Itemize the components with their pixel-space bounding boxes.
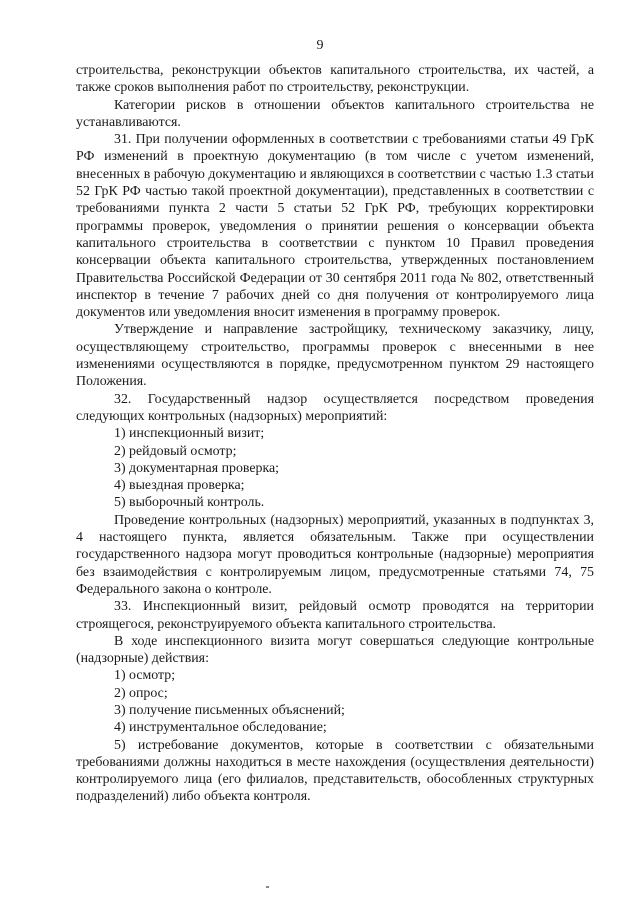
list-item: 1) инспекционный визит; [114,426,265,442]
list-item: 4) выездная проверка; [114,478,245,494]
list-item: 5) выборочный контроль. [114,495,265,511]
list-item: 2) опрос; [114,685,168,701]
paragraph-approval: Утверждение и направление застройщику, техническому заказчику, лицу, осуществляющему строительство, программы проверок с внесенными в нее изменениями осуществляются в порядке, предусмотренном пунктом 29 настоящего Положения. [76,322,594,390]
list-item: 5) истребование документов, которые в соответствии с обязательными требованиями должны находиться в месте нахождения (осуществления деятельности) контролируемого лица (его филиалов, представительств, обособленных структурных подразделений) либо объекта контроля. [76,737,594,805]
paragraph-continuation: строительства, реконструкции объектов капитального строительства, их частей, а также сроков выполнения работ по строительству, реконструкции. [76,63,594,96]
list-item: 3) получение письменных объяснений; [114,702,345,718]
list-item: 3) документарная проверка; [114,460,280,476]
paragraph-mandatory-events: Проведение контрольных (надзорных) мероприятий, указанных в подпунктах 3, 4 настоящего пункта, является обязательным. Также при осуществлении государственного надзора могут проводиться контрольные (надзорные) мероприятия без взаимодействия с контролируемым лицом, предусмотренные статьями 74, 75 Федерального закона о контроле. [76,512,594,597]
list-item: 4) инструментальное обследование; [114,720,327,736]
document-body [76,62,594,806]
paragraph-risk-categories: Категории рисков в отношении объектов капитального строительства не устанавливаются. [76,97,594,130]
scan-speck [266,886,269,888]
list-item: 1) осмотр; [114,668,176,684]
paragraph-inspection-actions: В ходе инспекционного визита могут совершаться следующие контрольные (надзорные) действия: [76,633,594,667]
page-number: 9 [316,38,324,53]
list-item: 2) рейдовый осмотр; [114,443,237,459]
paragraph-32: 32. Государственный надзор осуществляется посредством проведения следующих контрольных (надзорных) мероприятий: [76,391,594,424]
paragraph-31: 31. При получении оформленных в соответствии с требованиями статьи 49 ГрК РФ изменений в проектную документацию (в том числе с учетом изменений, внесенных в рабочую документацию и являющихся в соответствии с частью 1.3 статьи 52 ГрК РФ частью такой проектной документации), представленных в соответствии с требованиями пункта 2 части 5 статьи 52 ГрК РФ, требующих корректировки программы проверок, уведомления о принятии решения о консервации объекта капитального строительства в соответствии с пунктом 10 Правил проведения консервации объекта капитального строительства, утвержденных постановлением Правительства Российской Федерации от 30 сентября 2011 года № 802, ответственный инспектор в течение 7 рабочих дней со дня получения от контролируемого лица документов или уведомления вносит изменения в программу проверок. [76,132,594,321]
paragraph-33: 33. Инспекционный визит, рейдовый осмотр проводятся на территории строящегося, реконструируемого объекта капитального строительства. [76,599,594,632]
